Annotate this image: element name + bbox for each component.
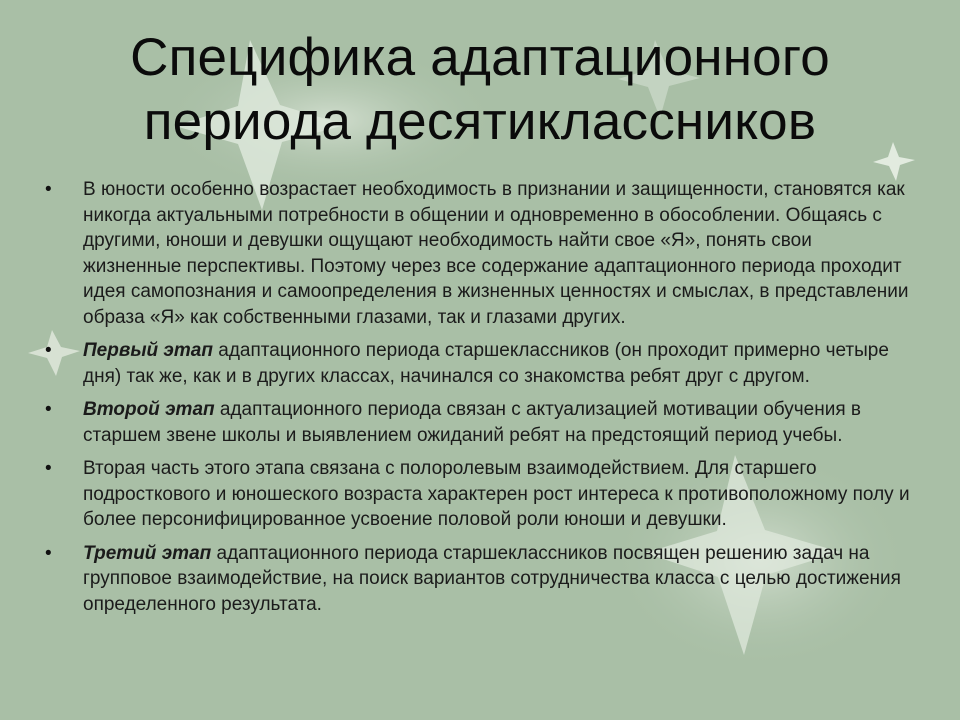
bullet-marker: • — [45, 340, 52, 361]
bullet-text — [83, 340, 889, 387]
slide-title — [40, 26, 920, 154]
bullet-text — [83, 543, 901, 615]
title-line: периода десятиклассников — [143, 92, 817, 151]
bullet-item — [42, 456, 912, 533]
bullet-body: Вторая часть этого этапа связана с полоролевым взаимодействием. Для старшего подросткового и юношеского возраста характерен рост интереса к противоположному полу и более персонифицированное усвоение половой роли юноши и девушки. — [83, 458, 910, 530]
bullet-item — [42, 397, 912, 448]
bullet-lead: Второй этап — [83, 399, 215, 420]
bullet-lead: Третий этап — [83, 542, 212, 564]
bullet-marker: • — [45, 458, 52, 479]
bullet-lead: Первый этап — [83, 340, 213, 361]
bullet-body: адаптационного периода старшеклассников посвящен решению задач на групповое взаимодействие, на поиск вариантов сотрудничества класса с целью достижения определенного результата. — [83, 542, 901, 615]
bullet-marker: • — [45, 399, 52, 420]
bullet-text — [83, 399, 861, 446]
bullet-text — [83, 458, 910, 530]
bullet-marker: • — [45, 179, 52, 200]
bullet-body: адаптационного периода старшеклассников (он проходит примерно четыре дня) так же, как и в других классах, начинался со знакомства ребят друг с другом. — [83, 340, 889, 387]
bullet-list — [42, 177, 912, 625]
bullet-body: В юности особенно возрастает необходимость в признании и защищенности, становятся как никогда актуальными потребности в общении и одновременно в обособлении. Общаясь с другими, юноши и девушки ощущают необходимость найти свое «Я», понять свои жизненные перспективы. Поэтому через все содержание адаптационного периода проходит идея самопознания и самоопределения в жизненных ценностях и смыслах, в представлении образа «Я» как собственными глазами, так и глазами других. — [83, 179, 909, 328]
bullet-marker: • — [45, 542, 52, 564]
bullet-text — [83, 179, 908, 328]
bullet-body: адаптационного периода связан с актуализацией мотивации обучения в старшем звене школы и выявлением ожиданий ребят на предстоящий период учебы. — [83, 399, 861, 446]
bullet-item — [42, 177, 912, 330]
bullet-item — [42, 541, 912, 618]
bullet-item — [42, 338, 912, 389]
title-line: Специфика адаптационного — [130, 28, 830, 87]
